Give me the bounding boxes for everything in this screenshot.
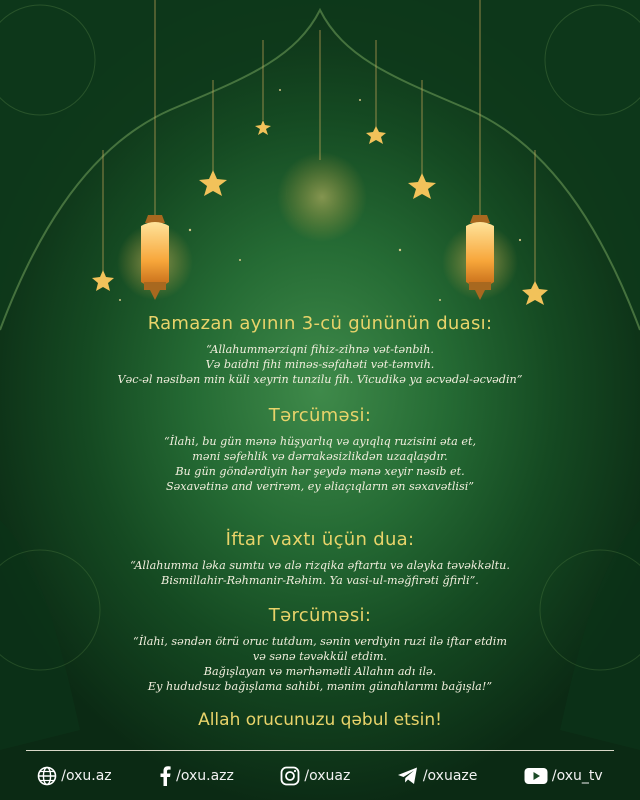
text-content [0, 312, 640, 732]
dua2-title: İftar vaxtı üçün dua: [225, 529, 415, 550]
dua2-translation-line: və sənə təvəkkül etdim. [252, 650, 388, 663]
dua1-translation-line: Səxavətinə and verirəm, ey əliaçıqların ən səxavətlisi” [165, 480, 475, 493]
telegram-link[interactable] [397, 766, 478, 786]
dua2-translation-title: Tərcüməsi: [268, 605, 372, 626]
dua1-title: Ramazan ayının 3-cü gününün duası: [147, 313, 493, 334]
dua2-line: “Allahumma ləka sumtu və alə rizqika əftartu və aləyka təvəkkəltu. [130, 559, 510, 572]
dua1-translation-line: məni səfehlik və dərrakəsizlikdən uzaqlaşdır. [192, 450, 448, 463]
social-footer [0, 762, 640, 790]
website-label: /oxu.az [61, 768, 112, 784]
star-icon [255, 120, 271, 135]
youtube-label: /oxu_tv [551, 768, 603, 784]
lantern-right-icon [442, 215, 518, 300]
facebook-icon [158, 766, 172, 786]
dua2-translation-line: Bağışlayan və mərhəmətli Allahın adı ilə. [203, 665, 437, 678]
star-icon [408, 173, 436, 199]
dua1-line: Və baidni fihi minəs-səfahəti vət-təmvih. [205, 358, 435, 371]
dua2-translation-line: Ey hududsuz bağışlama sahibi, mənim günahlarımı bağışla!” [147, 680, 493, 693]
telegram-icon [397, 766, 419, 786]
lantern-left-icon [117, 215, 193, 300]
dua1-translation-title: Tərcüməsi: [268, 405, 372, 426]
instagram-link[interactable] [280, 766, 350, 786]
telegram-label: /oxuaze [422, 768, 478, 784]
facebook-link[interactable] [158, 766, 234, 786]
dua1-line: Vəc-əl nəsibən min küli xeyrin tunzilu fih. Vicudikə ya əcvədəl-əcvədin” [117, 373, 523, 386]
dua1-line: “Allahummərziqni fihiz-zihnə vət-tənbih. [206, 343, 434, 356]
globe-icon [37, 766, 57, 786]
instagram-icon [280, 766, 300, 786]
closing-blessing: Allah orucunuzu qəbul etsin! [198, 710, 442, 730]
star-icon [199, 170, 227, 196]
star-icon [522, 281, 548, 305]
star-icon [92, 270, 114, 291]
website-link[interactable] [37, 766, 111, 786]
dua2-translation-line: “İlahi, səndən ötrü oruc tutdum, sənin verdiyin ruzi ilə iftar etdim [133, 635, 507, 648]
dua1-translation-line: “İlahi, bu gün mənə hüşyarlıq və ayıqlıq ruzisini əta et, [163, 435, 477, 448]
youtube-link[interactable] [524, 767, 603, 785]
footer-divider [26, 750, 614, 751]
instagram-label: /oxuaz [304, 768, 351, 784]
dua2-line: Bismillahir-Rəhmanir-Rəhim. Ya vasi-ul-məğfirəti ğfirli”. [161, 574, 479, 587]
star-icon [366, 126, 386, 144]
facebook-label: /oxu.azz [176, 768, 234, 784]
dua1-translation-line: Bu gün göndərdiyin hər şeydə mənə xeyir nəsib et. [175, 465, 465, 478]
youtube-icon [524, 767, 548, 785]
